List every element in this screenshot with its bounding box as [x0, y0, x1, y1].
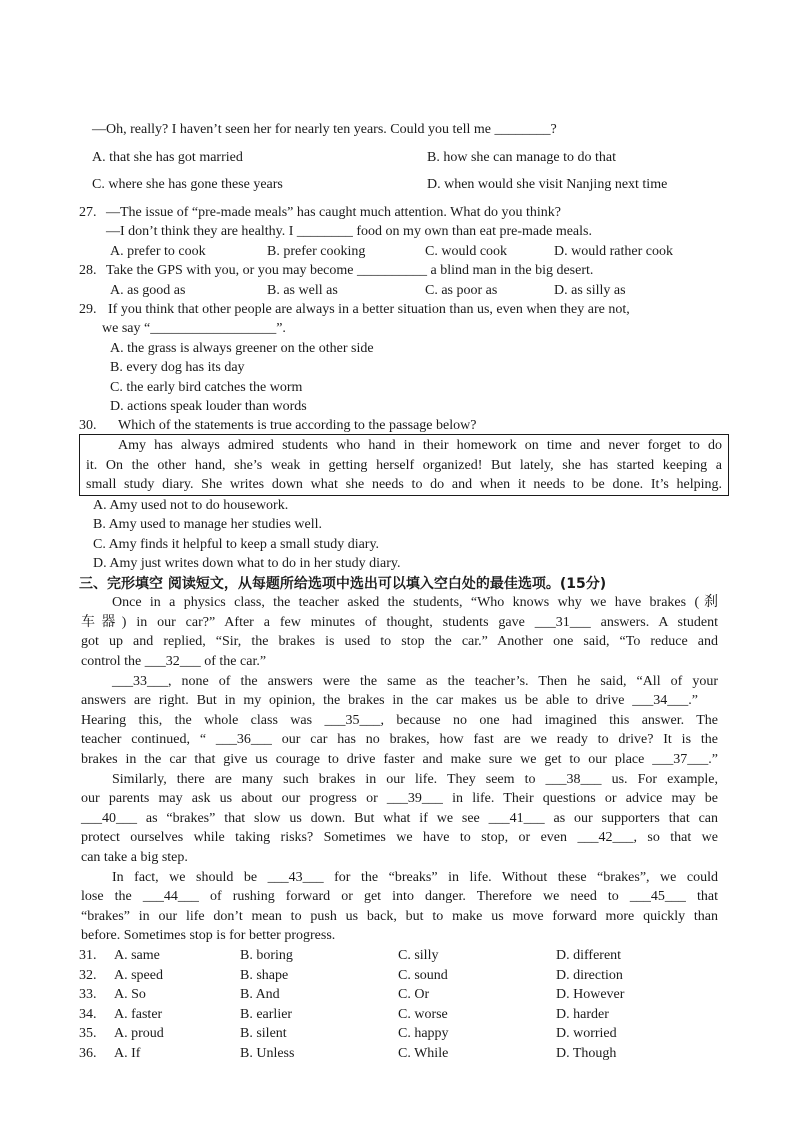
q27-option-b: B. prefer cooking	[267, 244, 366, 259]
cloze-line: protect ourselves while taking risks? Sometimes we have to stop, or even ___42___, so that we	[81, 830, 718, 845]
q29-number: 29.	[79, 302, 97, 317]
q26-option-d: D. when would she visit Nanjing next time	[427, 177, 668, 192]
q29-option-b: B. every dog has its day	[110, 360, 245, 375]
cloze-line: 车器) in our car?” After a few minutes of thought, students gave ___31___ answers. A student	[81, 615, 718, 630]
cloze-line: Hearing this, the whole class was ___35___, because no one had imagined this answer. The	[81, 713, 718, 728]
option-row-number: 33.	[79, 987, 97, 1002]
cloze-line: ___33___, none of the answers were the same as the teacher’s. Then he said, “All of your	[112, 674, 718, 689]
option-c: C. Or	[398, 987, 430, 1002]
option-c: C. sound	[398, 968, 448, 983]
cloze-line: teacher continued, “ ___36___ our car has no brakes, how fast are we ready to drive? It is the	[81, 732, 718, 747]
cloze-line: In fact, we should be ___43___ for the “breaks” in life. Without these “brakes”, we could	[112, 870, 718, 885]
q30-passage-box	[79, 434, 729, 496]
q30-option-c: C. Amy finds it helpful to keep a small study diary.	[93, 537, 380, 552]
option-b: B. Unless	[240, 1046, 295, 1061]
option-a: A. faster	[114, 1007, 163, 1022]
q26-stem: —Oh, really? I haven’t seen her for nearly ten years. Could you tell me ________?	[92, 122, 557, 137]
q27-option-a: A. prefer to cook	[110, 244, 206, 259]
option-a: A. speed	[114, 968, 163, 983]
q28-option-b: B. as well as	[267, 283, 338, 298]
option-row-number: 35.	[79, 1026, 97, 1041]
option-a: A. same	[114, 948, 160, 963]
option-row-number: 31.	[79, 948, 97, 963]
q30-option-b: B. Amy used to manage her studies well.	[93, 517, 323, 532]
cloze-line: our parents may ask us about our progress or ___39___ in life. Their questions or advice may be	[81, 791, 718, 806]
q28-option-c: C. as poor as	[425, 283, 498, 298]
option-row-number: 34.	[79, 1007, 97, 1022]
q28-option-a: A. as good as	[110, 283, 186, 298]
cloze-line: control the ___32___ of the car.”	[81, 654, 267, 669]
option-a: A. If	[114, 1046, 141, 1061]
cloze-line: “brakes” in our life don’t mean to push us back, but to make us move forward more quickly than	[81, 909, 718, 924]
cloze-line: brakes in the car that give us courage to drive faster and make sure we get to our place ___37___.”	[81, 752, 718, 767]
option-c: C. silly	[398, 948, 439, 963]
q27-stem: —The issue of “pre-made meals” has caught much attention. What do you think?	[106, 205, 561, 220]
option-c: C. worse	[398, 1007, 448, 1022]
cloze-line: lose the ___44___ of rushing forward or get into danger. Therefore we need to ___45___ that	[81, 889, 718, 904]
q29-option-a: A. the grass is always greener on the other side	[110, 341, 374, 356]
option-c: C. happy	[398, 1026, 449, 1041]
cloze-line: can take a big step.	[81, 850, 188, 865]
option-d: D. worried	[556, 1026, 617, 1041]
q29-stem: If you think that other people are always in a better situation than us, even when they are not,	[108, 302, 630, 317]
option-c: C. While	[398, 1046, 449, 1061]
q28-option-d: D. as silly as	[554, 283, 626, 298]
q26-option-c: C. where she has gone these years	[92, 177, 283, 192]
option-b: B. shape	[240, 968, 289, 983]
cloze-line: answers are right. But in my opinion, the brakes in the car makes us be able to drive ___34___.”	[81, 693, 698, 708]
q29-stem-continued: we say “__________________”.	[102, 321, 286, 336]
q29-option-d: D. actions speak louder than words	[110, 399, 307, 414]
q30-option-d: D. Amy just writes down what to do in her study diary.	[93, 556, 401, 571]
q28-stem: Take the GPS with you, or you may become __________ a blind man in the big desert.	[106, 263, 594, 278]
cloze-line: before. Sometimes stop is for better progress.	[81, 928, 336, 943]
q29-option-c: C. the early bird catches the worm	[110, 380, 303, 395]
option-a: A. So	[114, 987, 146, 1002]
option-b: B. boring	[240, 948, 293, 963]
q26-option-a: A. that she has got married	[92, 150, 243, 165]
cloze-line: got up and replied, “Sir, the brakes is used to stop the car.” Another one said, “To reduce and	[81, 634, 718, 649]
cloze-line: ___40___ as “brakes” that slow us down. But what if we see ___41___ as our supporters that can	[81, 811, 718, 826]
q30-stem: Which of the statements is true according to the passage below?	[118, 418, 477, 433]
q30-option-a: A. Amy used not to do housework.	[93, 498, 289, 513]
option-a: A. proud	[114, 1026, 164, 1041]
option-b: B. earlier	[240, 1007, 293, 1022]
q27-number: 27.	[79, 205, 97, 220]
cloze-line: Similarly, there are many such brakes in our life. They seem to ___38___ us. For example,	[112, 772, 718, 787]
q30-passage-line: small study diary. She writes down what she needs to do and when it needs to be done. It’s helping.	[86, 477, 722, 492]
option-d: D. harder	[556, 1007, 609, 1022]
q30-passage-line: Amy has always admired students who hand in their homework on time and never forget to do	[118, 438, 722, 453]
q28-number: 28.	[79, 263, 97, 278]
option-b: B. silent	[240, 1026, 287, 1041]
option-b: B. And	[240, 987, 280, 1002]
q30-passage-line: it. On the other hand, she’s weak in getting herself organized! But lately, she has started keeping a	[86, 458, 722, 473]
q27-option-d: D. would rather cook	[554, 244, 673, 259]
q26-option-b: B. how she can manage to do that	[427, 150, 616, 165]
option-d: D. different	[556, 948, 622, 963]
option-row-number: 32.	[79, 968, 97, 983]
option-d: D. However	[556, 987, 625, 1002]
q27-stem-reply: —I don’t think they are healthy. I ________ food on my own than eat pre-made meals.	[106, 224, 592, 239]
option-d: D. direction	[556, 968, 623, 983]
option-row-number: 36.	[79, 1046, 97, 1061]
cloze-line: Once in a physics class, the teacher asked the students, “Who knows why we have brakes (刹	[112, 595, 718, 610]
section-three-heading: 三、完形填空 阅读短文，从每题所给选项中选出可以填入空白处的最佳选项。(15分)	[79, 576, 607, 592]
q27-option-c: C. would cook	[425, 244, 508, 259]
option-d: D. Though	[556, 1046, 617, 1061]
q30-number: 30.	[79, 418, 97, 433]
